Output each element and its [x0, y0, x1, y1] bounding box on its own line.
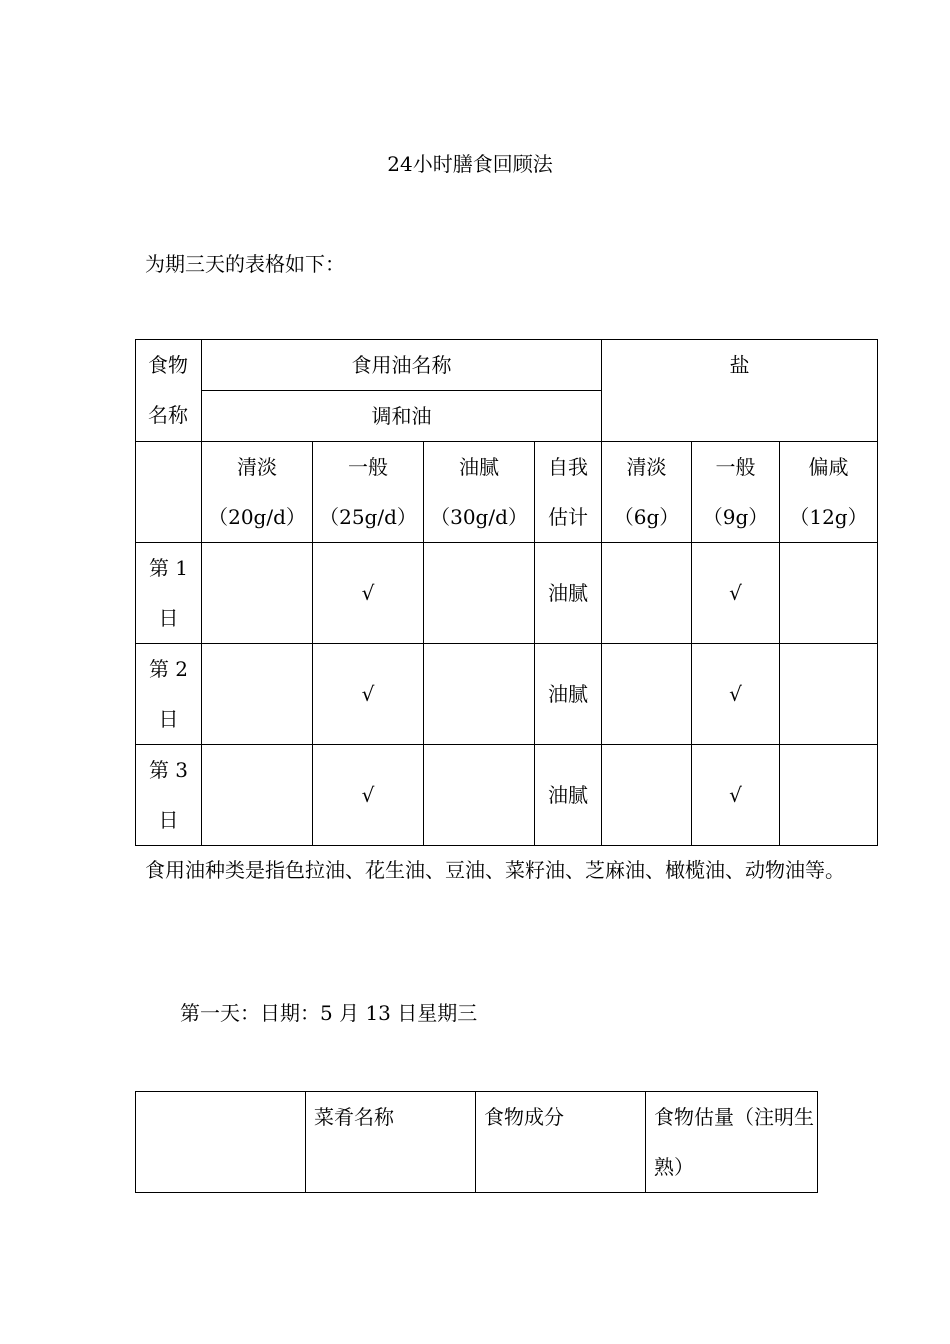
food-name-line2: 名称	[148, 403, 188, 427]
diet-table	[135, 339, 878, 846]
day-label-line1: 第 2	[148, 657, 189, 681]
level-amount: （25g/d）	[319, 505, 417, 529]
food-estimate-header: 食物估量（注明生熟）	[646, 1092, 818, 1193]
meal-table	[135, 1091, 818, 1193]
day-label-line2: 日	[158, 808, 179, 832]
salt-heavy-cell	[780, 745, 878, 846]
food-name-line1: 食物	[148, 353, 188, 377]
dish-name-header: 菜肴名称	[306, 1092, 476, 1193]
self-estimate-cell: 油腻	[535, 543, 602, 644]
salt-header: 盐	[602, 340, 878, 442]
salt-light-cell	[602, 745, 692, 846]
salt-light-cell	[602, 543, 692, 644]
level-label: 偏咸	[808, 455, 849, 479]
level-label: 油腻	[459, 455, 499, 479]
table-row	[136, 543, 878, 644]
food-name-header-cell	[136, 340, 202, 442]
oil-types-note: 食用油种类是指色拉油、花生油、豆油、菜籽油、芝麻油、橄榄油、动物油等。	[145, 858, 845, 882]
day-label-line2: 日	[158, 606, 179, 630]
day-label	[136, 644, 202, 745]
day-label-line1: 第 3	[148, 758, 189, 782]
table-row	[136, 745, 878, 846]
day-label	[136, 543, 202, 644]
oil-greasy-cell	[424, 644, 535, 745]
level-label: 清淡	[626, 455, 667, 479]
oil-normal-cell: √	[313, 745, 424, 846]
table-row	[136, 442, 878, 543]
level-label: 一般	[348, 455, 388, 479]
level-amount: （20g/d）	[208, 505, 306, 529]
level-label: 一般	[715, 455, 756, 479]
self-estimate-cell: 油腻	[535, 745, 602, 846]
day-label-line1: 第 1	[148, 556, 189, 580]
oil-greasy-cell	[424, 543, 535, 644]
day-label	[136, 745, 202, 846]
intro-text: 为期三天的表格如下：	[145, 252, 345, 276]
day1-heading: 第一天：日期：5 月 13 日星期三	[180, 1001, 478, 1025]
table-row	[136, 340, 878, 391]
salt-light-cell	[602, 644, 692, 745]
oil-light-cell	[202, 543, 313, 644]
self-estimate-line1: 自我	[548, 455, 588, 479]
oil-name-header: 食用油名称	[202, 340, 602, 391]
oil-level-light	[202, 442, 313, 543]
table-row	[136, 1092, 818, 1193]
meal-header-blank	[136, 1092, 306, 1193]
level-amount: （6g）	[613, 505, 680, 529]
oil-type-cell: 调和油	[202, 391, 602, 442]
level-label: 清淡	[237, 455, 277, 479]
oil-normal-cell: √	[313, 543, 424, 644]
table-row	[136, 644, 878, 745]
salt-normal-cell: √	[692, 543, 780, 644]
self-estimate-cell: 油腻	[535, 644, 602, 745]
level-amount: （30g/d）	[430, 505, 528, 529]
salt-level-normal	[692, 442, 780, 543]
oil-light-cell	[202, 745, 313, 846]
salt-heavy-cell	[780, 543, 878, 644]
food-ingredients-header: 食物成分	[476, 1092, 646, 1193]
oil-light-cell	[202, 644, 313, 745]
empty-cell	[136, 442, 202, 543]
salt-level-heavy	[780, 442, 878, 543]
salt-normal-cell: √	[692, 745, 780, 846]
day-label-line2: 日	[158, 707, 179, 731]
salt-normal-cell: √	[692, 644, 780, 745]
salt-heavy-cell	[780, 644, 878, 745]
self-estimate-line2: 估计	[548, 505, 588, 529]
oil-normal-cell: √	[313, 644, 424, 745]
salt-level-light	[602, 442, 692, 543]
level-amount: （9g）	[702, 505, 769, 529]
oil-level-normal	[313, 442, 424, 543]
self-estimate-header	[535, 442, 602, 543]
oil-level-greasy	[424, 442, 535, 543]
page-title: 24小时膳食回顾法	[387, 152, 553, 176]
level-amount: （12g）	[789, 505, 868, 529]
oil-greasy-cell	[424, 745, 535, 846]
